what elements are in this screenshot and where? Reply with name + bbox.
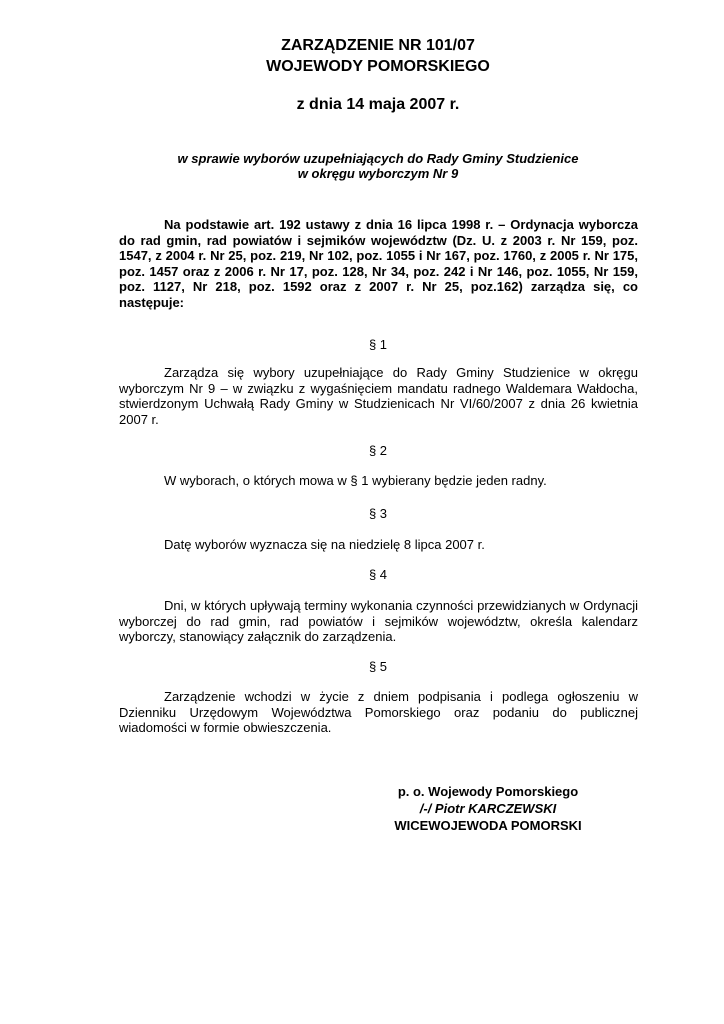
signature-role: p. o. Wojewody Pomorskiego [397, 784, 579, 799]
signature-title: WICEWOJEWODA POMORSKI [394, 818, 582, 833]
section-heading-3: § 3 [368, 506, 388, 521]
intro-paragraph: Na podstawie art. 192 ustawy z dnia 16 lipca 1998 r. – Ordynacja wyborcza do rad gmin, rad powiatów i sejmików województw (Dz. U. z 2003 r. Nr 159, poz. 1547, z 2004 r. Nr 25, poz. 219, Nr 102, poz. 1055 i Nr 167, poz. 1760, z 2005 r. Nr 175, poz. 1457 oraz z 2006 r. Nr 17, poz. 128, Nr 34, poz. 242 i Nr 146, poz. 1055, Nr 159, poz. 1127, Nr 218, poz. 1592 oraz z 2007 r. Nr 25, poz.162) zarządza się, co następuje: [119, 217, 638, 310]
document-title-line1: ZARZĄDZENIE NR 101/07 [281, 37, 475, 54]
section-heading-1: § 1 [368, 337, 388, 352]
section-heading-5: § 5 [368, 659, 388, 674]
section-text-4: Dni, w których upływają terminy wykonania czynności przewidzianych w Ordynacji wyborczej do rad gmin, rad powiatów i sejmików województw, określa kalendarz wyborczy, stanowiący załącznik do zarządzenia. [119, 598, 638, 644]
section-text-2: W wyborach, o których mowa w § 1 wybierany będzie jeden radny. [164, 473, 547, 488]
section-heading-2: § 2 [368, 443, 388, 458]
section-text-1: Zarządza się wybory uzupełniające do Rady Gminy Studzienice w okręgu wyborczym Nr 9 – w związku z wygaśnięciem mandatu radnego Waldemara Wałdocha, stwierdzonym Uchwałą Rady Gminy w Studzienicach Nr VI/60/2007 z dnia 26 kwietnia 2007 r. [119, 365, 638, 427]
document-date: z dnia 14 maja 2007 r. [296, 96, 460, 113]
section-text-5: Zarządzenie wchodzi w życie z dniem podpisania i podlega ogłoszeniu w Dzienniku Urzędowym Województwa Pomorskiego oraz podaniu do publicznej wiadomości w formie obwieszczenia. [119, 689, 638, 735]
document-title-line2: WOJEWODY POMORSKIEGO [266, 58, 490, 75]
signature-name: /-/ Piotr KARCZEWSKI [419, 801, 557, 816]
subject-line2: w okręgu wyborczym Nr 9 [297, 166, 459, 181]
section-text-3: Datę wyborów wyznacza się na niedzielę 8 lipca 2007 r. [164, 537, 485, 552]
subject-line1: w sprawie wyborów uzupełniających do Rady Gminy Studzienice [177, 151, 579, 166]
section-heading-4: § 4 [368, 567, 388, 582]
